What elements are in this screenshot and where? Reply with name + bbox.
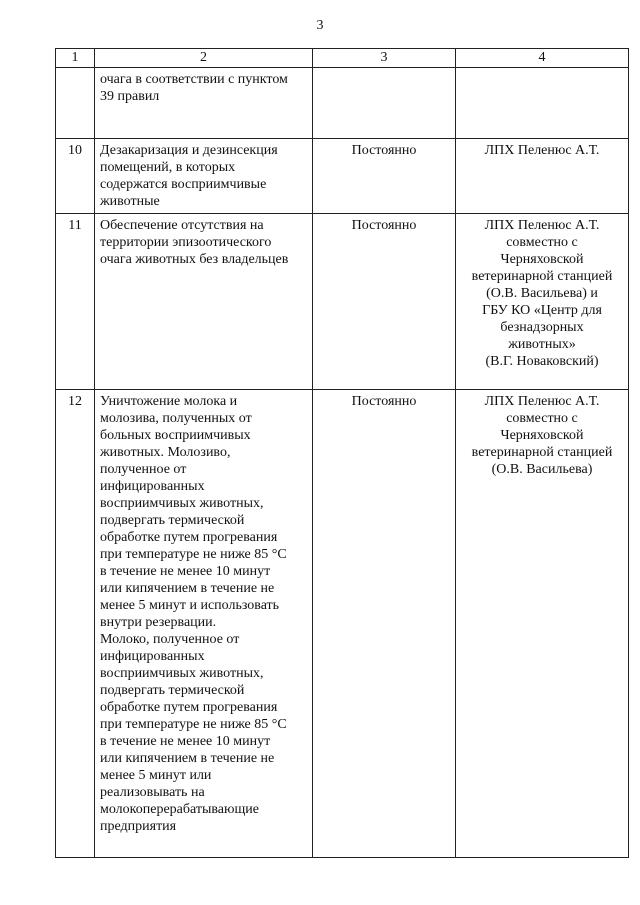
- cell-line: в течение не менее 10 минут: [100, 734, 271, 749]
- cell-line: ветеринарной станцией: [471, 445, 613, 460]
- cell-line: подвергать термической: [100, 513, 245, 528]
- cell-line: (О.В. Васильева): [491, 462, 593, 477]
- table-row-continuation: [56, 68, 629, 139]
- row-period: Постоянно: [313, 214, 456, 390]
- row-period: Постоянно: [313, 390, 456, 858]
- row-number: 11: [56, 214, 95, 390]
- cell-line: молокоперерабатывающие: [100, 802, 259, 817]
- table-row: [56, 214, 629, 390]
- cell-line: (О.В. Васильева) и: [486, 286, 598, 301]
- cell-line: предприятия: [100, 819, 177, 834]
- table-row: [56, 139, 629, 214]
- row-description: [95, 390, 313, 858]
- cell-line: (В.Г. Новаковский): [485, 354, 599, 369]
- cell-line: животных. Молозиво,: [100, 445, 231, 460]
- row-description: [95, 214, 313, 390]
- table-header-row: [56, 49, 629, 68]
- cell-line: молозива, полученных от: [100, 411, 252, 426]
- row-number: [56, 68, 95, 139]
- row-period: Постоянно: [313, 139, 456, 214]
- cell-line: менее 5 минут или: [100, 768, 212, 783]
- row-period: [313, 68, 456, 139]
- cell-line: безнадзорных: [500, 320, 584, 335]
- cell-line: или кипячением в течение не: [100, 581, 275, 596]
- cell-line: полученное от: [100, 462, 187, 477]
- cell-line: Черняховской: [500, 428, 584, 443]
- row-responsible: [456, 139, 629, 214]
- row-description: [95, 68, 313, 139]
- row-number: 10: [56, 139, 95, 214]
- cell-line: очага в соответствии с пунктом: [100, 72, 288, 87]
- cell-line: помещений, в которых: [100, 160, 236, 175]
- cell-line: ГБУ КО «Центр для: [482, 303, 602, 318]
- cell-line: ЛПХ Пеленюс А.Т.: [484, 143, 600, 158]
- cell-line: Обеспечение отсутствия на: [100, 218, 264, 233]
- cell-line: Уничтожение молока и: [100, 394, 238, 409]
- cell-line: реализовывать на: [100, 785, 205, 800]
- row-description: [95, 139, 313, 214]
- cell-line: ветеринарной станцией: [471, 269, 613, 284]
- cell-line: 39 правил: [100, 89, 160, 104]
- cell-line: обработке путем прогревания: [100, 530, 278, 545]
- cell-line: инфицированных: [100, 479, 205, 494]
- cell-line: при температуре не ниже 85 °С: [100, 717, 287, 732]
- cell-line: подвергать термической: [100, 683, 245, 698]
- cell-line: менее 5 минут и использовать: [100, 598, 280, 613]
- header-cell-3: 3: [313, 49, 456, 68]
- header-cell-2: 2: [95, 49, 313, 68]
- cell-line: внутри резервации.: [100, 615, 217, 630]
- cell-line: при температуре не ниже 85 °С: [100, 547, 287, 562]
- cell-line: Дезакаризация и дезинсекция: [100, 143, 278, 158]
- header-cell-1: 1: [56, 49, 95, 68]
- header-cell-4: 4: [456, 49, 629, 68]
- cell-line: восприимчивых животных,: [100, 666, 264, 681]
- cell-line: ЛПХ Пеленюс А.Т.: [484, 218, 600, 233]
- cell-line: животные: [100, 194, 160, 209]
- cell-line: совместно с: [506, 411, 578, 426]
- cell-line: очага животных без владельцев: [100, 252, 289, 267]
- row-number: 12: [56, 390, 95, 858]
- cell-line: содержатся восприимчивые: [100, 177, 267, 192]
- row-responsible: [456, 68, 629, 139]
- cell-line: в течение не менее 10 минут: [100, 564, 271, 579]
- table-row: [56, 390, 629, 858]
- cell-line: Черняховской: [500, 252, 584, 267]
- cell-line: больных восприимчивых: [100, 428, 251, 443]
- cell-line: территории эпизоотического: [100, 235, 272, 250]
- cell-line: животных»: [508, 337, 576, 352]
- cell-line: инфицированных: [100, 649, 205, 664]
- cell-line: или кипячением в течение не: [100, 751, 275, 766]
- row-responsible: [456, 214, 629, 390]
- row-responsible: [456, 390, 629, 858]
- cell-line: восприимчивых животных,: [100, 496, 264, 511]
- measures-table: [55, 48, 629, 858]
- cell-line: Молоко, полученное от: [100, 632, 240, 647]
- cell-line: ЛПХ Пеленюс А.Т.: [484, 394, 600, 409]
- cell-line: обработке путем прогревания: [100, 700, 278, 715]
- cell-line: совместно с: [506, 235, 578, 250]
- page-number: 3: [316, 18, 324, 33]
